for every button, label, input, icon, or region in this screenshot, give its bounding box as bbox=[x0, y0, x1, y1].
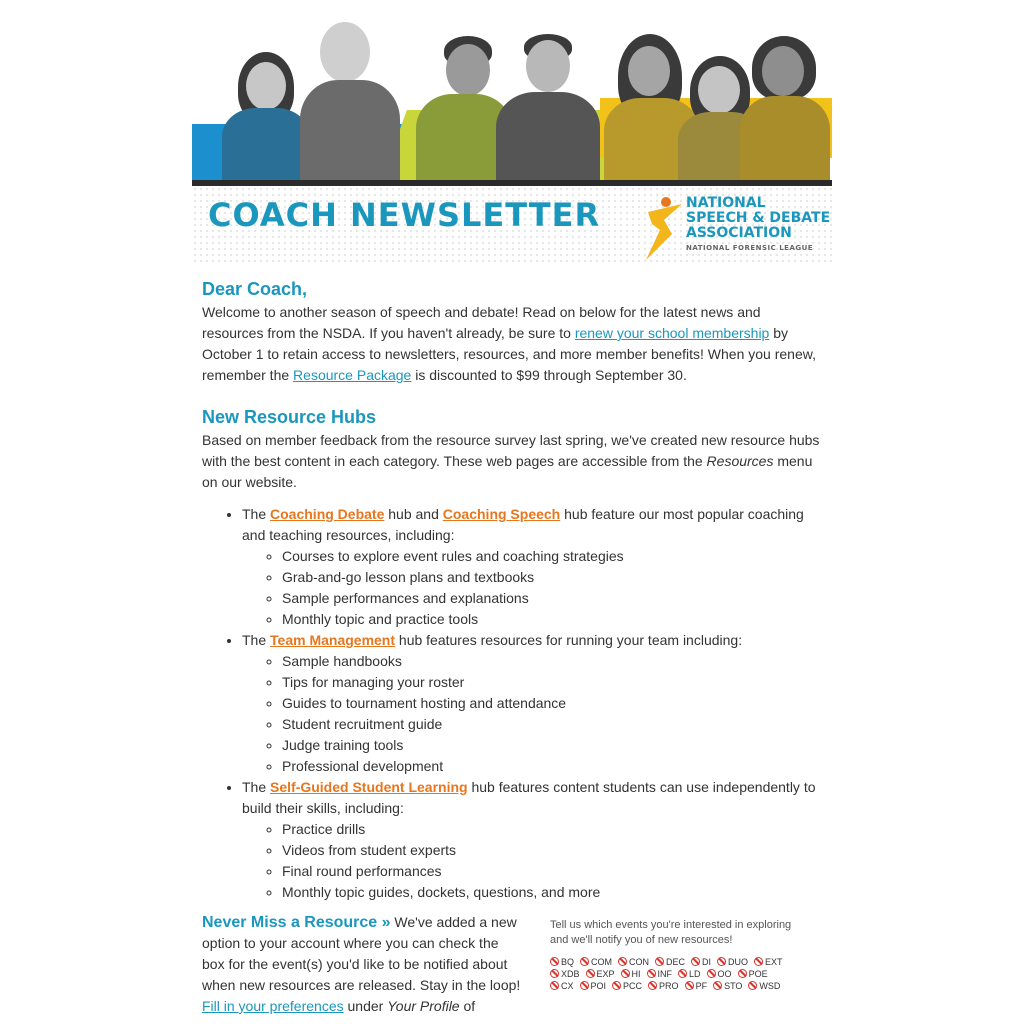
event-label: OO bbox=[717, 969, 732, 979]
event-chip bbox=[550, 956, 574, 968]
list-item: ◦ Professional development bbox=[282, 756, 822, 777]
list-item: ◦ Monthly topic guides, dockets, questions, and more bbox=[282, 882, 822, 903]
coaching-speech-link[interactable]: Coaching Speech bbox=[442, 506, 561, 522]
prohibited-icon bbox=[580, 981, 589, 990]
section-heading-resource-hubs: New Resource Hubs bbox=[202, 407, 377, 427]
person-photo bbox=[296, 20, 406, 184]
list-item: ◦ Grab-and-go lesson plans and textbooks bbox=[282, 567, 822, 588]
prohibited-icon bbox=[621, 969, 630, 978]
event-label: STO bbox=[724, 981, 743, 991]
greeting: Dear Coach, bbox=[202, 279, 308, 299]
event-chip bbox=[580, 980, 607, 992]
event-label: XDB bbox=[561, 969, 580, 979]
coaching-debate-link[interactable]: Coaching Debate bbox=[270, 506, 385, 522]
list-item: ◦ Videos from student experts bbox=[282, 840, 822, 861]
prohibited-icon bbox=[550, 981, 559, 990]
event-label: DEC bbox=[666, 957, 686, 967]
prohibited-icon bbox=[550, 957, 559, 966]
list-item: • The Coaching Debate hub and Coaching Speech hub feature our most popular coaching and teaching resources, including: ◦ Courses to explore event rules and coaching strategies ◦ Grab-and-go lesson plans and textbooks ◦ Sample performances and explanations ◦ Monthly topic and practice tools bbox=[242, 504, 822, 630]
list-item: ◦ Sample performances and explanations bbox=[282, 588, 822, 609]
event-label: CON bbox=[629, 957, 650, 967]
event-label: CX bbox=[561, 981, 574, 991]
list-item: ◦ Final round performances bbox=[282, 861, 822, 882]
event-chip bbox=[717, 956, 748, 968]
newsletter-title: COACH NEWSLETTER bbox=[208, 196, 601, 234]
event-label: DUO bbox=[728, 957, 749, 967]
prohibited-icon bbox=[748, 981, 757, 990]
event-label: COM bbox=[591, 957, 613, 967]
event-checkbox-grid bbox=[550, 956, 800, 992]
event-chip bbox=[550, 980, 574, 992]
event-label: PRO bbox=[659, 981, 679, 991]
event-chip bbox=[550, 968, 580, 980]
list-item: ◦ Guides to tournament hosting and attendance bbox=[282, 693, 822, 714]
event-chip bbox=[707, 968, 732, 980]
nsda-logo bbox=[642, 190, 832, 262]
event-chip bbox=[648, 980, 679, 992]
header-banner bbox=[192, 18, 832, 262]
prohibited-icon bbox=[647, 969, 656, 978]
list-item: • The Team Management hub features resources for running your team including: ◦ Sample handbooks ◦ Tips for managing your roster ◦ Guides to tournament hosting and attendance ◦ Student recruitment guide ◦ Judge training tools ◦ Professional development bbox=[242, 630, 822, 777]
person-photo bbox=[738, 36, 832, 184]
group-photo bbox=[192, 18, 832, 184]
logo-wordmark: NATIONAL SPEECH & DEBATE ASSOCIATION bbox=[686, 195, 831, 241]
list-item: ◦ Tips for managing your roster bbox=[282, 672, 822, 693]
prohibited-icon bbox=[713, 981, 722, 990]
event-preferences-caption: Tell us which events you're interested in exploring and we'll notify you of new resources! bbox=[550, 919, 792, 946]
event-chip bbox=[621, 968, 641, 980]
prohibited-icon bbox=[678, 969, 687, 978]
fill-preferences-link[interactable]: Fill in your preferences bbox=[202, 998, 344, 1014]
event-label: PCC bbox=[623, 981, 643, 991]
team-management-link[interactable]: Team Management bbox=[270, 632, 396, 648]
never-miss-text: Never Miss a Resource » We've added a new option to your account where you can check the box for the event(s) you'd like to be notified about when new resources are released. Stay in the loop! Fill in your preferences under Your Profile of bbox=[202, 914, 521, 1014]
resource-package-link[interactable]: Resource Package bbox=[293, 367, 412, 383]
event-label: PF bbox=[695, 981, 708, 991]
event-chip bbox=[586, 968, 615, 980]
event-label: EXP bbox=[596, 969, 615, 979]
event-label: LD bbox=[689, 969, 701, 979]
list-item: ◦ Courses to explore event rules and coaching strategies bbox=[282, 546, 822, 567]
event-label: BQ bbox=[561, 957, 575, 967]
prohibited-icon bbox=[648, 981, 657, 990]
logo-subtitle: NATIONAL FORENSIC LEAGUE bbox=[686, 244, 814, 252]
prohibited-icon bbox=[717, 957, 726, 966]
event-label: HI bbox=[631, 969, 641, 979]
event-chip bbox=[678, 968, 701, 980]
list-item: ◦ Monthly topic and practice tools bbox=[282, 609, 822, 630]
event-label: WSD bbox=[759, 981, 781, 991]
event-chip bbox=[618, 956, 649, 968]
prohibited-icon bbox=[754, 957, 763, 966]
event-label: INF bbox=[657, 969, 673, 979]
hub-list bbox=[202, 504, 822, 903]
hubs-paragraph: Based on member feedback from the resource survey last spring, we've created new resource hubs with the best content in each category. These web pages are accessible from the Resources menu on our website. bbox=[202, 432, 820, 490]
event-label: POE bbox=[748, 969, 768, 979]
event-label: EXT bbox=[765, 957, 783, 967]
list-item: ◦ Student recruitment guide bbox=[282, 714, 822, 735]
prohibited-icon bbox=[685, 981, 694, 990]
list-item: ◦ Practice drills bbox=[282, 819, 822, 840]
event-chip bbox=[580, 956, 612, 968]
never-miss-title: Never Miss a Resource » bbox=[202, 914, 391, 931]
event-chip bbox=[612, 980, 642, 992]
prohibited-icon bbox=[586, 969, 595, 978]
list-item: ◦ Judge training tools bbox=[282, 735, 822, 756]
event-label: DI bbox=[702, 957, 712, 967]
prohibited-icon bbox=[691, 957, 700, 966]
renew-membership-link[interactable]: renew your school membership bbox=[574, 325, 770, 341]
newsletter bbox=[192, 0, 832, 1024]
list-item: ◦ Sample handbooks bbox=[282, 651, 822, 672]
event-label: POI bbox=[590, 981, 607, 991]
never-miss-section bbox=[202, 912, 822, 1022]
prohibited-icon bbox=[655, 957, 664, 966]
list-item: • The Self-Guided Student Learning hub features content students can use independently to build their skills, including: ◦ Practice drills ◦ Videos from student experts ◦ Final round performances ◦ Monthly topic guides, dockets, questions, and more bbox=[242, 777, 822, 903]
intro-paragraph: Welcome to another season of speech and debate! Read on below for the latest news and resources from the NSDA. If you haven't already, be sure to renew your school membership by October 1 to retain access to newsletters, resources, and more member benefits! When you renew, remember the Resource Package is discounted to $99 through September 30. bbox=[202, 304, 816, 383]
event-chip bbox=[713, 980, 742, 992]
event-chip bbox=[691, 956, 711, 968]
sub-list bbox=[242, 651, 822, 777]
prohibited-icon bbox=[738, 969, 747, 978]
newsletter-body bbox=[202, 276, 822, 1022]
self-guided-learning-link[interactable]: Self-Guided Student Learning bbox=[270, 779, 468, 795]
prohibited-icon bbox=[580, 957, 589, 966]
event-chip bbox=[748, 980, 780, 992]
prohibited-icon bbox=[612, 981, 621, 990]
prohibited-icon bbox=[707, 969, 716, 978]
sub-list bbox=[242, 819, 822, 903]
prohibited-icon bbox=[618, 957, 627, 966]
prohibited-icon bbox=[550, 969, 559, 978]
sub-list bbox=[242, 546, 822, 630]
event-chip bbox=[685, 980, 708, 992]
event-chip bbox=[647, 968, 673, 980]
event-chip bbox=[655, 956, 685, 968]
event-chip bbox=[738, 968, 768, 980]
person-photo bbox=[492, 34, 602, 184]
event-preferences-image bbox=[550, 918, 810, 1018]
speaker-figure-icon bbox=[642, 190, 686, 262]
event-chip bbox=[754, 956, 783, 968]
